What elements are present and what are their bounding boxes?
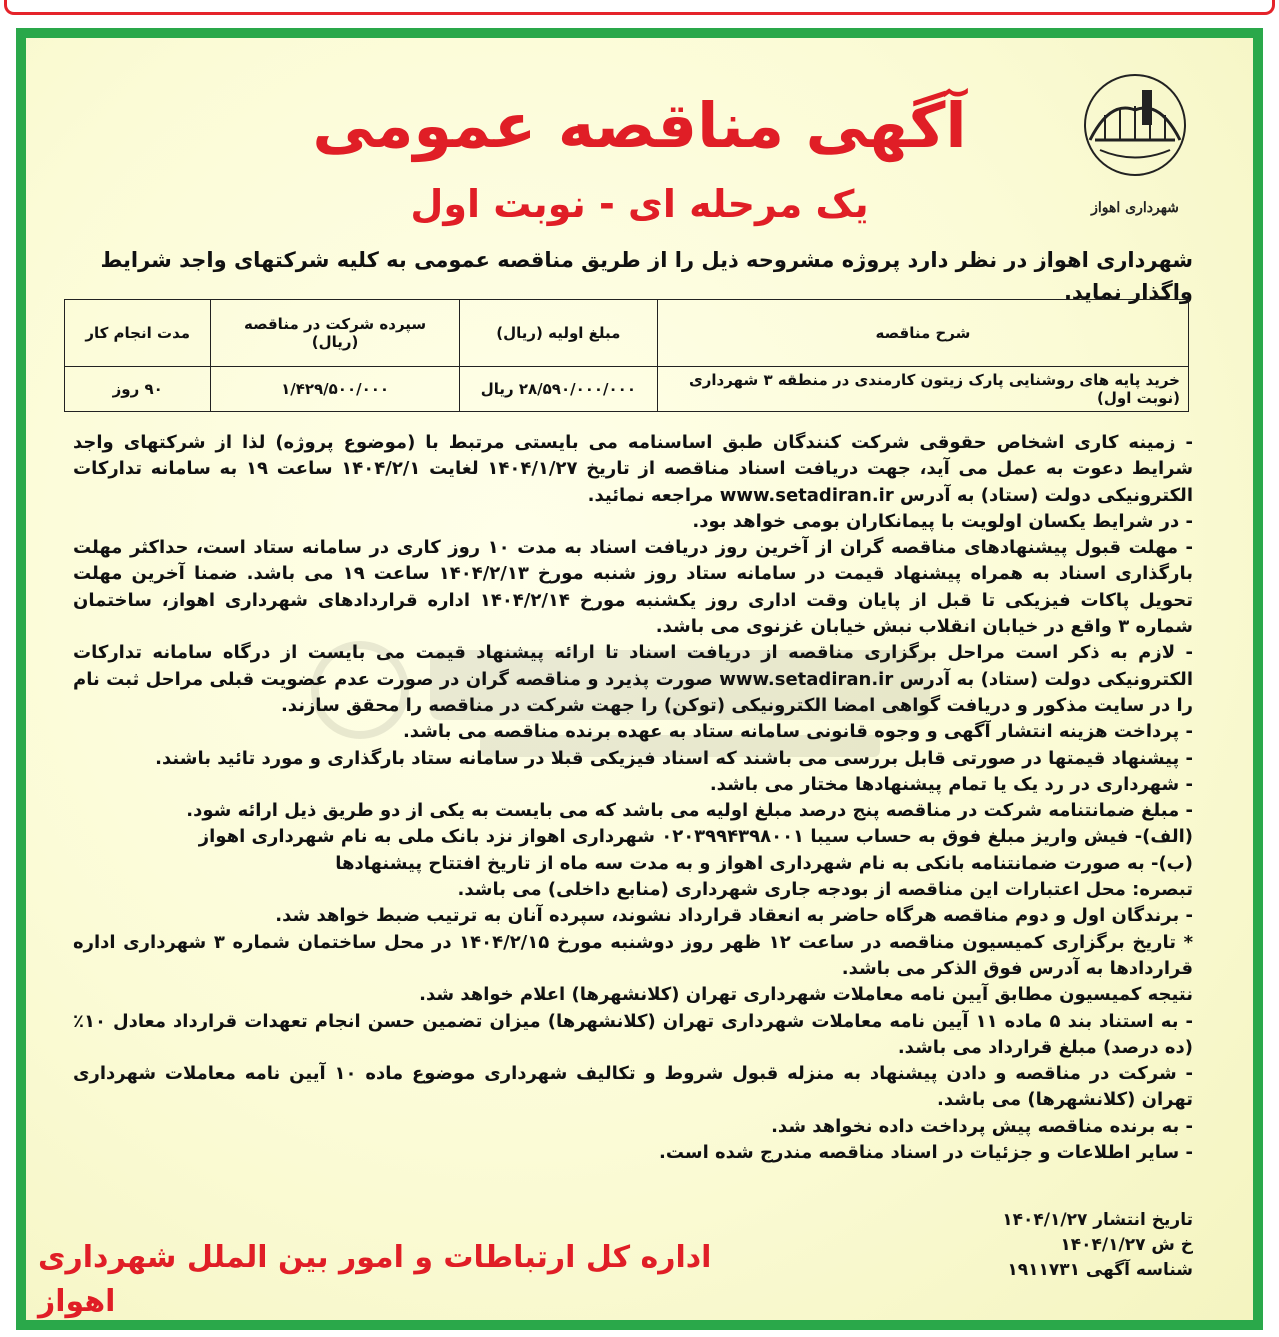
tender-table [64, 299, 1189, 412]
table-header-row [65, 300, 1189, 367]
top-red-border [4, 0, 1275, 15]
top-border-band [0, 0, 1279, 22]
logo-caption: شهرداری اهواز [1091, 200, 1179, 216]
notice-title: آگهی مناقصه عمومی [312, 89, 967, 162]
paragraph-field-of-work: - زمینه کاری اشخاص حقوقی شرکت کنندگان طبق اساسنامه می بایستی مرتبط با (موضوع پروژه) لذا از شرکتهای واجد شرایط دعوت به عمل می آید، جهت دریافت اسناد مناقصه از تاریخ ۱۴۰۴/۱/۲۷ لغایت ۱۴۰۴/۲/۱ ساعت ۱۹ به سامانه تدارکات الکترونیکی دولت (ستاد) به آدرس www.setadiran.ir مراجعه نمائید. [73, 432, 1194, 506]
paragraph-commission: * تاریخ برگزاری کمیسیون مناقصه در ساعت ۱۲ ظهر روز دوشنبه مورخ ۱۴۰۴/۲/۱۵ در محل ساختمان شماره ۳ شهرداری اداره قراردادها به آدرس فوق الذکر می باشد. [73, 931, 1193, 979]
paragraph-result: نتیجه کمیسیون مطابق آیین نامه معاملات شهرداری تهران (کلانشهرها) اعلام خواهد شد. [419, 984, 1193, 1006]
paragraph-no-prepayment: - به برنده مناقصه پیش پرداخت داده نخواهد شد. [771, 1115, 1193, 1137]
header-deposit: سپرده شرکت در مناقصه (ریال) [211, 300, 459, 367]
notice-body [73, 430, 1193, 1166]
header-initial-amount: مبلغ اولیه (ریال) [459, 300, 657, 367]
paragraph-setad-process: - لازم به ذکر است مراحل برگزاری مناقصه از دریافت اسناد تا ارائه پیشنهاد قیمت می بایست از درگاه سامانه تدارکات الکترونیکی دولت (ستاد) به آدرس www.setadiran.ir صورت پذیرد و مناقصه گران در صورت عدم عضویت قبلی مراحل ثبت نام را در سایت مذکور و دریافت گواهی امضا الکترونیکی (توکن) را جهت شرکت در مناقصه را محقق سازند. [73, 642, 1193, 716]
paragraph-winners: - برندگان اول و دوم مناقصه هرگاه حاضر به انعقاد قرارداد نشوند، سپرده آنان به ترتیب ضبط خواهد شد. [275, 905, 1193, 927]
notice-subtitle: یک مرحله ای - نوبت اول [410, 182, 869, 226]
paragraph-acceptance: - شرکت در مناقصه و دادن پیشنهاد به منزله قبول شروط و تکالیف شهرداری موضوع ماده ۱۰ آیین نامه معاملات شهرداری تهران (کلانشهرها) می باشد. [73, 1063, 1193, 1111]
cell-deposit: ۱/۴۲۹/۵۰۰/۰۰۰ [211, 367, 459, 412]
footer-signature: اداره کل ارتباطات و امور بین الملل شهرداری اهواز [38, 1240, 712, 1319]
paragraph-other-info: - سایر اطلاعات و جزئیات در اسناد مناقصه مندرج شده است. [658, 1142, 1193, 1164]
paragraph-deadline: - مهلت قبول پیشنهادهای مناقصه گران از آخرین روز دریافت اسناد به مدت ۱۰ روز کاری در سامانه ستاد است، حداکثر مهلت بارگذاری اسناد به همراه پیشنهاد قیمت در سامانه ستاد روز شنبه مورخ ۱۴۰۴/۲/۱۳ ساعت ۱۹ می باشد. ضمنا آخرین مهلت تحویل پاکات فیزیکی تا قبل از پایان وقت اداری روز یکشنبه مورخ ۱۴۰۴/۲/۱۴ اداره قراردادهای شهرداری اهواز، ساختمان شماره ۳ واقع در خیابان انقلاب نبش خیابان غزنوی می باشد. [73, 537, 1194, 638]
publication-code: خ ش ۱۴۰۴/۱/۲۷ [1060, 1235, 1193, 1255]
paragraph-performance-guarantee: - به استناد بند ۵ ماده ۱۱ آیین نامه معاملات شهرداری تهران (کلانشهرها) میزان تضمین حسن انجام تعهدات قرارداد معادل ۱۰٪ (ده درصد) مبلغ قرارداد می باشد. [73, 1010, 1194, 1058]
paragraph-physical-docs: - پیشنهاد قیمتها در صورتی قابل بررسی می باشند که اسناد فیزیکی قبلا در سامانه ستاد بارگذاری و مورد تائید باشند. [155, 747, 1193, 769]
paragraph-guarantee: - مبلغ ضمانتنامه شرکت در مناقصه پنج درصد مبلغ اولیه می باشد که می بایست به یکی از دو طریق ذیل ارائه شود. [186, 800, 1193, 822]
header-duration: مدت انجام کار [65, 300, 211, 367]
paragraph-note: تبصره: محل اعتبارات این مناقصه از بودجه جاری شهرداری (منابع داخلی) می باشد. [457, 879, 1193, 901]
cell-duration: ۹۰ روز [65, 367, 211, 412]
cell-initial-amount: ۲۸/۵۹۰/۰۰۰/۰۰۰ ریال [459, 367, 657, 412]
publication-date: تاریخ انتشار ۱۴۰۴/۱/۲۷ [1002, 1210, 1193, 1230]
paragraph-option-b: (ب)- به صورت ضمانتنامه بانکی به نام شهرداری اهواز و به مدت سه ماه از تاریخ افتتاح پیشنهادها [335, 852, 1193, 874]
paragraph-ad-cost: - پرداخت هزینه انتشار آگهی و وجوه قانونی سامانه ستاد به عهده برنده مناقصه می باشد. [402, 721, 1193, 743]
header-description: شرح مناقصه [657, 300, 1188, 367]
table-row [65, 367, 1189, 412]
publication-info [893, 1208, 1193, 1283]
intro-text: شهرداری اهواز در نظر دارد پروژه مشروحه ذیل را از طریق مناقصه عمومی به کلیه شرکتهای واجد شرایط واگذار نماید. [100, 248, 1193, 304]
cell-description: خرید پایه های روشنایی پارک زیتون کارمندی در منطقه ۳ شهرداری (نوبت اول) [657, 367, 1188, 412]
paragraph-rejection-right: - شهرداری در رد یک یا تمام پیشنهادها مختار می باشد. [709, 773, 1193, 795]
publication-id: شناسه آگهی ۱۹۱۱۷۳۱ [1007, 1260, 1193, 1280]
paragraph-local-priority: - در شرایط یکسان اولویت با پیمانکاران بومی خواهد بود. [692, 510, 1193, 532]
paragraph-option-a: (الف)- فیش واریز مبلغ فوق به حساب سیبا ۰۲۰۳۹۹۴۳۹۸۰۰۱ شهرداری اهواز نزد بانک ملی به نام شهرداری اهواز [198, 826, 1193, 848]
